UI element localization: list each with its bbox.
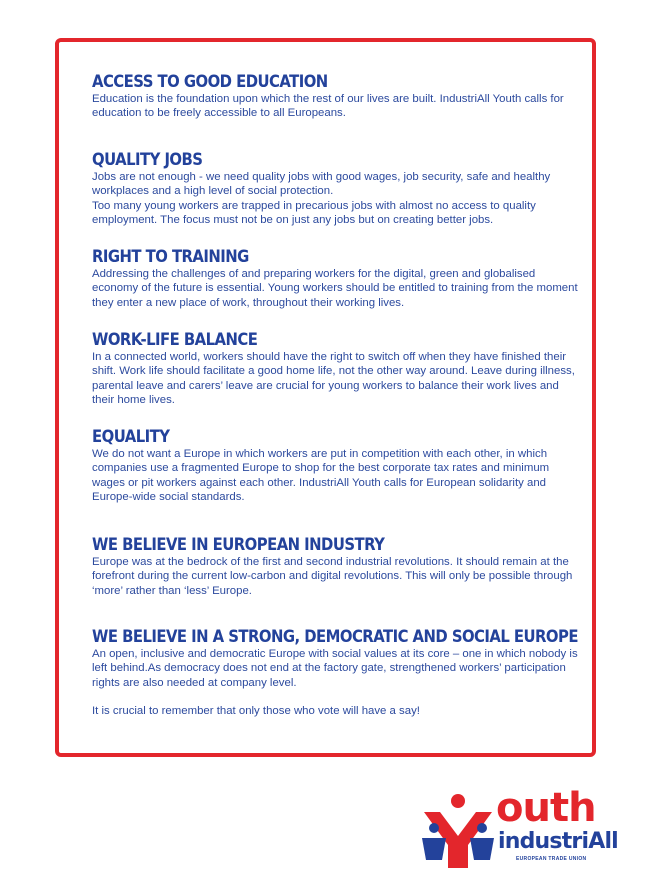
heading-education: ACCESS TO GOOD EDUCATION	[92, 72, 328, 91]
section-training	[92, 247, 582, 310]
heading-work-life: WORK-LIFE BALANCE	[92, 330, 258, 349]
section-industry	[92, 535, 582, 598]
para-work-life: In a connected world, workers should have the right to switch off when they have finished their shift. Work life should facilitate a good home life, not the other way around. Leave during illness, parental leave and carers’ leave are crucial for young workers to balance their work lives and their home lives.	[92, 351, 575, 406]
heading-training: RIGHT TO TRAINING	[92, 247, 249, 266]
para-social-europe-1: An open, inclusive and democratic Europe with social values at its core – one in which nobody is left behind.As democracy does not end at the factory gate, strengthened workers’ participation rights are also needed at company level.	[92, 648, 578, 689]
para-training: Addressing the challenges of and preparing workers for the digital, green and globalised economy of the future is essential. Young workers should be entitled to training from the moment they enter a new place of work, throughout their working lives.	[92, 268, 578, 309]
heading-social-europe: WE BELIEVE IN A STRONG, DEMOCRATIC AND SOCIAL EUROPE	[92, 627, 578, 646]
section-social-europe	[92, 627, 582, 718]
section-equality	[92, 427, 582, 504]
para-quality-jobs-1: Jobs are not enough - we need quality jobs with good wages, job security, safe and healthy workplaces and a high level of social protection.	[92, 171, 551, 198]
section-work-life	[92, 330, 582, 407]
para-education: Education is the foundation upon which the rest of our lives are built. IndustriAll Youth calls for education to be freely accessible to all Europeans.	[92, 93, 564, 120]
youth-figures-icon	[418, 790, 498, 870]
para-social-europe-2: It is crucial to remember that only those who vote will have a say!	[92, 704, 420, 717]
heading-equality: EQUALITY	[92, 427, 170, 446]
logo-word-youth: outh	[496, 785, 596, 831]
para-industry: Europe was at the bedrock of the first and second industrial revolutions. It should remain at the forefront during the current low-carbon and digital revolutions. This will only be possible through ‘more’ rather than ‘less’ Europe.	[92, 556, 573, 597]
heading-quality-jobs: QUALITY JOBS	[92, 150, 203, 169]
section-quality-jobs	[92, 150, 582, 227]
logo-word-industriall: industriAll	[498, 829, 618, 854]
industriall-youth-logo	[418, 785, 618, 870]
para-quality-jobs-2: Too many young workers are trapped in precarious jobs with almost no access to quality employment. The focus must not be on just any jobs but on creating better jobs.	[92, 199, 536, 226]
section-education	[92, 72, 582, 121]
para-equality: We do not want a Europe in which workers are put in competition with each other, in which companies use a fragmented Europe to shop for the best corporate tax rates and minimum wages or pit workers against each other. IndustriAll Youth calls for European solidarity and Europe-wide social standards.	[92, 448, 550, 503]
heading-industry: WE BELIEVE IN EUROPEAN INDUSTRY	[92, 535, 385, 554]
logo-tagline: EUROPEAN TRADE UNION	[516, 856, 587, 862]
